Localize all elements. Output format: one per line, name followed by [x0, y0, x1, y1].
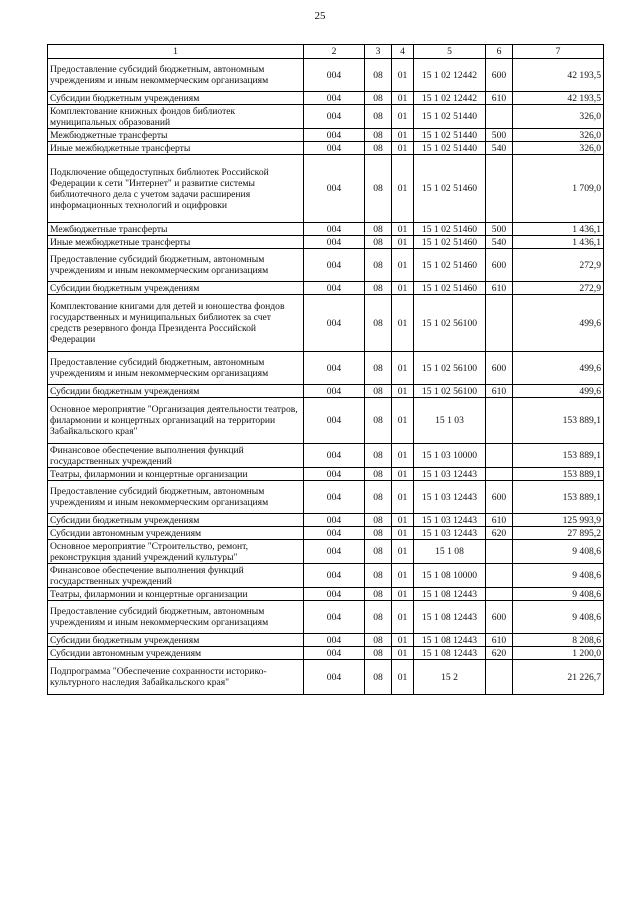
row-amount: 326,0 — [513, 129, 604, 142]
row-expense-type: 540 — [486, 142, 513, 155]
table-row — [48, 223, 604, 236]
row-admin-code: 004 — [304, 634, 365, 647]
row-expense-type: 610 — [486, 92, 513, 105]
row-subsection: 01 — [392, 223, 414, 236]
row-subsection: 01 — [392, 352, 414, 385]
table-row — [48, 647, 604, 660]
row-name: Иные межбюджетные трансферты — [48, 236, 304, 249]
table-row — [48, 59, 604, 92]
row-target-article: 15 1 02 51460 — [414, 249, 486, 282]
row-subsection: 01 — [392, 59, 414, 92]
row-subsection: 01 — [392, 249, 414, 282]
row-target-article: 15 1 02 51440 — [414, 129, 486, 142]
row-name: Иные межбюджетные трансферты — [48, 142, 304, 155]
header-col-6: 6 — [486, 45, 513, 59]
row-expense-type — [486, 588, 513, 601]
row-name: Театры, филармонии и концертные организации — [48, 588, 304, 601]
row-admin-code: 004 — [304, 647, 365, 660]
row-admin-code: 004 — [304, 295, 365, 352]
row-target-article: 15 1 02 12442 — [414, 92, 486, 105]
row-subsection: 01 — [392, 385, 414, 398]
row-name: Основное мероприятие "Строительство, ремонт, реконструкция зданий учреждений культуры" — [48, 540, 304, 564]
row-section: 08 — [365, 385, 392, 398]
table-row — [48, 398, 604, 444]
row-admin-code: 004 — [304, 660, 365, 695]
row-name: Комплектование книгами для детей и юношества фондов государственных и муниципальных библиотек за счет средств резервного фонда Президента Российской Федерации — [48, 295, 304, 352]
table-row — [48, 660, 604, 695]
table-row — [48, 385, 604, 398]
row-expense-type — [486, 564, 513, 588]
row-section: 08 — [365, 295, 392, 352]
row-section: 08 — [365, 660, 392, 695]
row-amount: 153 889,1 — [513, 444, 604, 468]
row-subsection: 01 — [392, 634, 414, 647]
row-subsection: 01 — [392, 481, 414, 514]
row-expense-type: 610 — [486, 282, 513, 295]
row-subsection: 01 — [392, 142, 414, 155]
row-section: 08 — [365, 601, 392, 634]
row-name: Предоставление субсидий бюджетным, автономным учреждениям и иным некоммерческим организациям — [48, 249, 304, 282]
row-admin-code: 004 — [304, 59, 365, 92]
row-name: Субсидии бюджетным учреждениям — [48, 634, 304, 647]
row-admin-code: 004 — [304, 155, 365, 223]
row-name: Предоставление субсидий бюджетным, автономным учреждениям и иным некоммерческим организациям — [48, 59, 304, 92]
row-section: 08 — [365, 540, 392, 564]
table-row — [48, 468, 604, 481]
row-target-article: 15 1 02 51440 — [414, 105, 486, 129]
table-row — [48, 129, 604, 142]
row-name: Межбюджетные трансферты — [48, 129, 304, 142]
table-row — [48, 601, 604, 634]
row-section: 08 — [365, 223, 392, 236]
row-admin-code: 004 — [304, 564, 365, 588]
table-row — [48, 282, 604, 295]
row-section: 08 — [365, 129, 392, 142]
row-target-article: 15 1 02 12442 — [414, 59, 486, 92]
row-amount: 272,9 — [513, 282, 604, 295]
row-target-article: 15 1 03 12443 — [414, 481, 486, 514]
row-section: 08 — [365, 647, 392, 660]
table-row — [48, 481, 604, 514]
row-admin-code: 004 — [304, 92, 365, 105]
table-row — [48, 249, 604, 282]
row-admin-code: 004 — [304, 527, 365, 540]
row-expense-type: 600 — [486, 249, 513, 282]
table-row — [48, 588, 604, 601]
row-expense-type — [486, 155, 513, 223]
row-name: Театры, филармонии и концертные организации — [48, 468, 304, 481]
row-amount: 272,9 — [513, 249, 604, 282]
row-amount: 153 889,1 — [513, 481, 604, 514]
row-admin-code: 004 — [304, 601, 365, 634]
row-amount: 153 889,1 — [513, 398, 604, 444]
row-subsection: 01 — [392, 398, 414, 444]
row-target-article: 15 1 08 12443 — [414, 588, 486, 601]
row-target-article: 15 1 03 12443 — [414, 527, 486, 540]
row-amount: 326,0 — [513, 105, 604, 129]
row-expense-type — [486, 105, 513, 129]
row-name: Предоставление субсидий бюджетным, автономным учреждениям и иным некоммерческим организациям — [48, 352, 304, 385]
table-row — [48, 634, 604, 647]
row-subsection: 01 — [392, 527, 414, 540]
row-amount: 21 226,7 — [513, 660, 604, 695]
row-name: Субсидии автономным учреждениям — [48, 647, 304, 660]
row-subsection: 01 — [392, 444, 414, 468]
row-admin-code: 004 — [304, 236, 365, 249]
row-subsection: 01 — [392, 647, 414, 660]
row-expense-type — [486, 295, 513, 352]
row-admin-code: 004 — [304, 540, 365, 564]
row-section: 08 — [365, 92, 392, 105]
row-admin-code: 004 — [304, 385, 365, 398]
row-name: Финансовое обеспечение выполнения функций государственных учреждений — [48, 564, 304, 588]
row-target-article: 15 1 08 12443 — [414, 601, 486, 634]
row-name: Субсидии бюджетным учреждениям — [48, 92, 304, 105]
row-admin-code: 004 — [304, 444, 365, 468]
row-subsection: 01 — [392, 514, 414, 527]
row-expense-type: 500 — [486, 223, 513, 236]
row-amount: 125 993,9 — [513, 514, 604, 527]
row-expense-type: 620 — [486, 647, 513, 660]
row-admin-code: 004 — [304, 481, 365, 514]
row-expense-type — [486, 444, 513, 468]
row-expense-type: 540 — [486, 236, 513, 249]
row-admin-code: 004 — [304, 142, 365, 155]
row-section: 08 — [365, 105, 392, 129]
row-section: 08 — [365, 398, 392, 444]
header-col-4: 4 — [392, 45, 414, 59]
row-admin-code: 004 — [304, 249, 365, 282]
row-amount: 1 436,1 — [513, 223, 604, 236]
row-name: Субсидии автономным учреждениям — [48, 527, 304, 540]
row-amount: 1 436,1 — [513, 236, 604, 249]
row-section: 08 — [365, 527, 392, 540]
header-row — [48, 45, 604, 59]
row-subsection: 01 — [392, 295, 414, 352]
row-admin-code: 004 — [304, 223, 365, 236]
row-target-article: 15 1 08 12443 — [414, 647, 486, 660]
table-row — [48, 295, 604, 352]
row-amount: 9 408,6 — [513, 564, 604, 588]
row-target-article: 15 1 02 56100 — [414, 295, 486, 352]
table-row — [48, 105, 604, 129]
row-amount: 153 889,1 — [513, 468, 604, 481]
row-subsection: 01 — [392, 468, 414, 481]
row-amount: 42 193,5 — [513, 59, 604, 92]
table-row — [48, 236, 604, 249]
row-expense-type — [486, 398, 513, 444]
row-section: 08 — [365, 142, 392, 155]
row-admin-code: 004 — [304, 514, 365, 527]
table-row — [48, 540, 604, 564]
row-admin-code: 004 — [304, 282, 365, 295]
header-col-5: 5 — [414, 45, 486, 59]
row-target-article: 15 2 — [414, 660, 486, 695]
row-name: Подпрограмма "Обеспечение сохранности историко-культурного наследия Забайкальского края" — [48, 660, 304, 695]
row-amount: 42 193,5 — [513, 92, 604, 105]
table-row — [48, 352, 604, 385]
row-name: Предоставление субсидий бюджетным, автономным учреждениям и иным некоммерческим организациям — [48, 601, 304, 634]
row-admin-code: 004 — [304, 352, 365, 385]
row-admin-code: 004 — [304, 398, 365, 444]
row-expense-type: 500 — [486, 129, 513, 142]
row-subsection: 01 — [392, 540, 414, 564]
row-expense-type: 610 — [486, 634, 513, 647]
table-row — [48, 155, 604, 223]
row-target-article: 15 1 08 — [414, 540, 486, 564]
row-section: 08 — [365, 236, 392, 249]
header-col-7: 7 — [513, 45, 604, 59]
row-expense-type: 620 — [486, 527, 513, 540]
row-name: Предоставление субсидий бюджетным, автономным учреждениям и иным некоммерческим организациям — [48, 481, 304, 514]
table-row — [48, 527, 604, 540]
row-expense-type: 610 — [486, 385, 513, 398]
row-target-article: 15 1 03 12443 — [414, 514, 486, 527]
row-name: Межбюджетные трансферты — [48, 223, 304, 236]
table-row — [48, 142, 604, 155]
row-target-article: 15 1 08 10000 — [414, 564, 486, 588]
row-section: 08 — [365, 249, 392, 282]
page-number: 25 — [314, 10, 326, 22]
row-name: Подключение общедоступных библиотек Российской Федерации к сети "Интернет" и развитие системы библиотечного дела с учетом задачи расширения информационных технологий и оцифровки — [48, 155, 304, 223]
row-expense-type — [486, 660, 513, 695]
row-subsection: 01 — [392, 564, 414, 588]
row-admin-code: 004 — [304, 588, 365, 601]
table-row — [48, 444, 604, 468]
row-section: 08 — [365, 588, 392, 601]
row-amount: 9 408,6 — [513, 588, 604, 601]
row-section: 08 — [365, 514, 392, 527]
header-col-3: 3 — [365, 45, 392, 59]
row-subsection: 01 — [392, 601, 414, 634]
row-section: 08 — [365, 155, 392, 223]
row-amount: 9 408,6 — [513, 540, 604, 564]
row-amount: 499,6 — [513, 385, 604, 398]
row-section: 08 — [365, 59, 392, 92]
row-expense-type: 600 — [486, 481, 513, 514]
row-admin-code: 004 — [304, 129, 365, 142]
row-expense-type: 600 — [486, 352, 513, 385]
row-target-article: 15 1 02 51460 — [414, 155, 486, 223]
row-name: Финансовое обеспечение выполнения функций государственных учреждений — [48, 444, 304, 468]
row-subsection: 01 — [392, 588, 414, 601]
header-col-1: 1 — [48, 45, 304, 59]
row-target-article: 15 1 08 12443 — [414, 634, 486, 647]
row-target-article: 15 1 03 12443 — [414, 468, 486, 481]
table-row — [48, 564, 604, 588]
row-section: 08 — [365, 468, 392, 481]
row-amount: 499,6 — [513, 295, 604, 352]
row-target-article: 15 1 02 51460 — [414, 282, 486, 295]
row-amount: 9 408,6 — [513, 601, 604, 634]
row-target-article: 15 1 02 56100 — [414, 385, 486, 398]
row-subsection: 01 — [392, 660, 414, 695]
row-expense-type: 600 — [486, 59, 513, 92]
row-section: 08 — [365, 481, 392, 514]
row-amount: 1 200,0 — [513, 647, 604, 660]
row-expense-type: 600 — [486, 601, 513, 634]
header-col-2: 2 — [304, 45, 365, 59]
row-subsection: 01 — [392, 105, 414, 129]
row-name: Субсидии бюджетным учреждениям — [48, 282, 304, 295]
row-section: 08 — [365, 352, 392, 385]
budget-table — [47, 44, 604, 695]
row-amount: 1 709,0 — [513, 155, 604, 223]
row-expense-type: 610 — [486, 514, 513, 527]
row-name: Основное мероприятие "Организация деятельности театров, филармонии и концертных организаций на территории Забайкальского края" — [48, 398, 304, 444]
table-row — [48, 92, 604, 105]
row-target-article: 15 1 03 10000 — [414, 444, 486, 468]
row-amount: 326,0 — [513, 142, 604, 155]
row-section: 08 — [365, 634, 392, 647]
row-subsection: 01 — [392, 282, 414, 295]
row-admin-code: 004 — [304, 105, 365, 129]
row-section: 08 — [365, 564, 392, 588]
row-target-article: 15 1 02 56100 — [414, 352, 486, 385]
row-expense-type — [486, 468, 513, 481]
row-name: Субсидии бюджетным учреждениям — [48, 514, 304, 527]
row-amount: 27 895,2 — [513, 527, 604, 540]
row-subsection: 01 — [392, 129, 414, 142]
row-subsection: 01 — [392, 155, 414, 223]
row-subsection: 01 — [392, 92, 414, 105]
row-subsection: 01 — [392, 236, 414, 249]
row-amount: 8 208,6 — [513, 634, 604, 647]
row-name: Субсидии бюджетным учреждениям — [48, 385, 304, 398]
row-name: Комплектование книжных фондов библиотек муниципальных образований — [48, 105, 304, 129]
table-row — [48, 514, 604, 527]
row-admin-code: 004 — [304, 468, 365, 481]
row-target-article: 15 1 03 — [414, 398, 486, 444]
row-expense-type — [486, 540, 513, 564]
row-target-article: 15 1 02 51440 — [414, 142, 486, 155]
row-section: 08 — [365, 444, 392, 468]
row-target-article: 15 1 02 51460 — [414, 236, 486, 249]
row-target-article: 15 1 02 51460 — [414, 223, 486, 236]
row-section: 08 — [365, 282, 392, 295]
row-amount: 499,6 — [513, 352, 604, 385]
